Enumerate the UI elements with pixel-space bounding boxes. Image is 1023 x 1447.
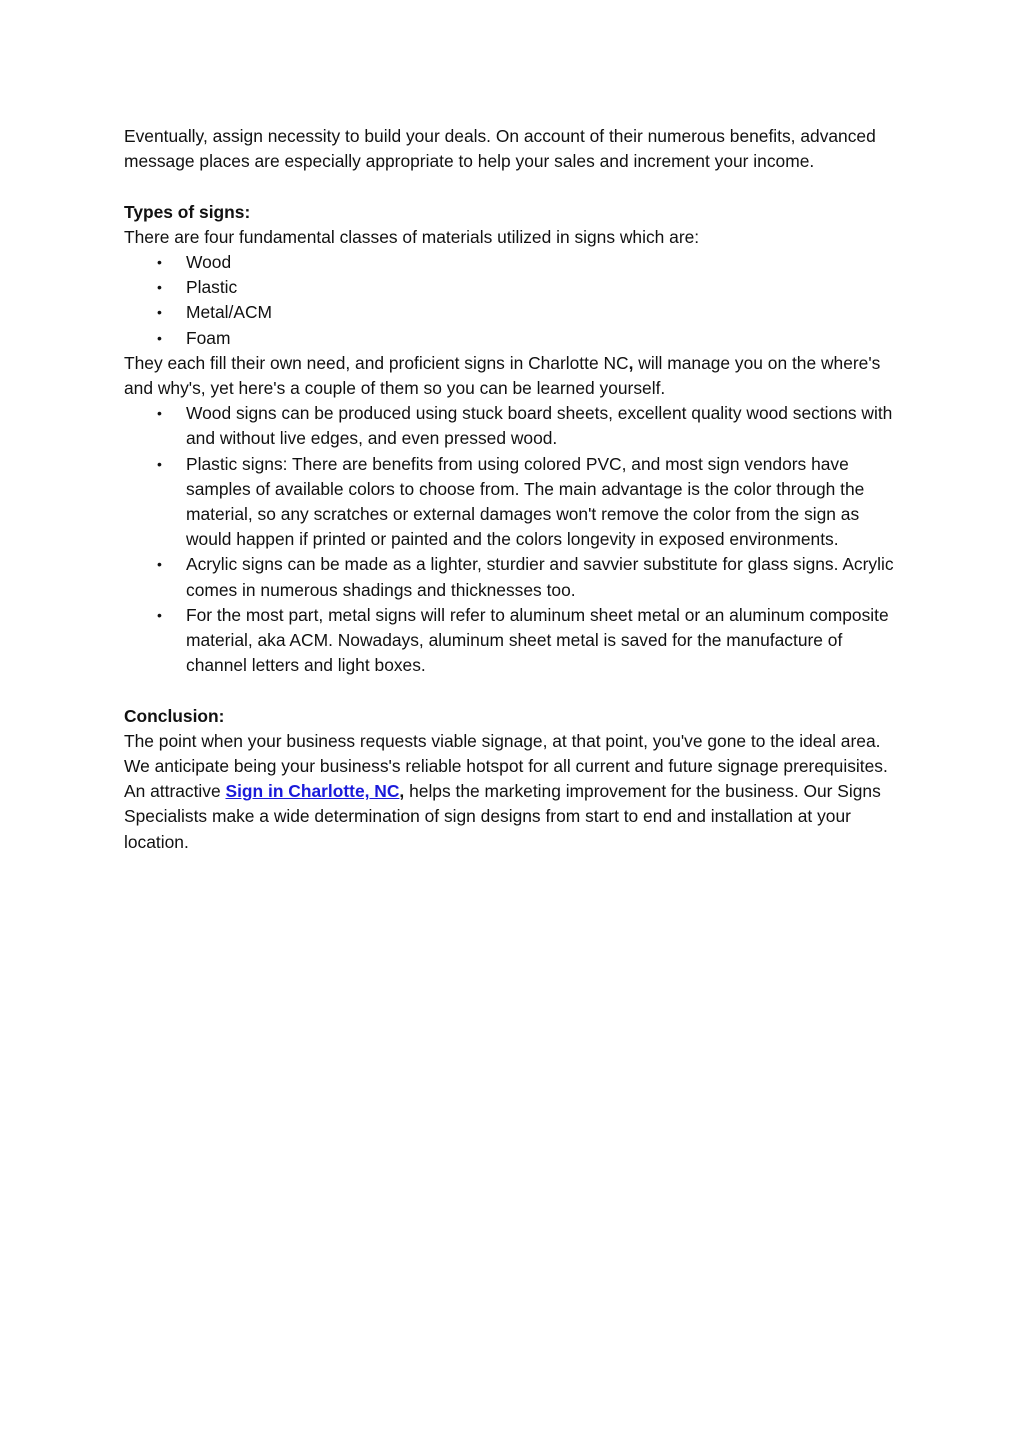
bullet-icon: •: [157, 329, 162, 346]
list-item-text: Acrylic signs can be made as a lighter, sturdier and savvier substitute for glass signs. Acrylic comes in numerous shadings and thicknesses too.: [186, 554, 894, 600]
bullet-icon: •: [157, 279, 162, 296]
list-item: [124, 603, 904, 679]
sign-in-charlotte-link[interactable]: Sign in Charlotte, NC: [225, 781, 400, 802]
spacer: [124, 678, 904, 703]
list-item-text: For the most part, metal signs will refer to aluminum sheet metal or an aluminum composite material, aka ACM. Nowadays, aluminum sheet metal is saved for the manufacture of channel letters and light boxes.: [186, 604, 889, 676]
list-item: [124, 250, 904, 275]
list-item: [124, 275, 904, 300]
types-heading: Types of signs:: [124, 201, 251, 222]
types-lead: There are four fundamental classes of materials utilized in signs which are:: [124, 226, 700, 247]
list-item-text: Metal/ACM: [186, 302, 273, 323]
list-item: [124, 452, 904, 553]
list-item: [124, 401, 904, 451]
details-list: [124, 401, 904, 678]
bullet-icon: •: [157, 304, 162, 321]
conclusion-heading: Conclusion:: [124, 705, 225, 726]
conclusion-paragraph: The point when your business requests viable signage, at that point, you've gone to the ideal area. We anticipate being your business's reliable hotspot for all current and future signage prerequisites.: [124, 730, 888, 777]
followup-text-part1: They each fill their own need, and proficient signs in Charlotte NC: [124, 352, 629, 373]
followup-comma: ,: [628, 352, 634, 373]
bullet-icon: •: [157, 606, 162, 623]
list-item-text: Foam: [186, 327, 231, 348]
list-item-text: Plastic: [186, 277, 238, 298]
list-item-text: Plastic signs: There are benefits from using colored PVC, and most sign vendors have samples of available colors to choose from. The main advantage is the color through the material, so any scratches or external damages won't remove the color from the sign as would happen if printed or painted and the colors longevity in exposed environments.: [186, 453, 865, 550]
types-followup-paragraph: [124, 351, 904, 401]
spacer: [124, 174, 904, 199]
list-item-text: Wood: [186, 252, 232, 272]
list-item: [124, 552, 904, 602]
list-item: [124, 326, 904, 351]
bullet-icon: •: [157, 556, 162, 573]
list-item-text: Wood signs can be produced using stuck board sheets, excellent quality wood sections with and without live edges, and even pressed wood.: [186, 403, 893, 449]
materials-list: [124, 250, 904, 351]
list-item: [124, 300, 904, 325]
cta-comma: ,: [399, 781, 405, 802]
followup-text-part2: will manage you on the where's and why's, yet here's a couple of them so you can be learned yourself.: [124, 352, 881, 399]
conclusion-cta-paragraph: [124, 779, 904, 855]
cta-prefix: An attractive: [124, 781, 226, 802]
document-page: [124, 124, 904, 855]
bullet-icon: •: [157, 455, 162, 472]
cta-suffix: helps the marketing improvement for the business. Our Signs Specialists make a wide determination of sign designs from start to end and installation at your location.: [124, 781, 881, 852]
bullet-icon: •: [157, 405, 162, 422]
bullet-icon: •: [157, 254, 162, 270]
intro-paragraph: Eventually, assign necessity to build your deals. On account of their numerous benefits, advanced message places are especially appropriate to help your sales and increment your income.: [124, 126, 876, 172]
